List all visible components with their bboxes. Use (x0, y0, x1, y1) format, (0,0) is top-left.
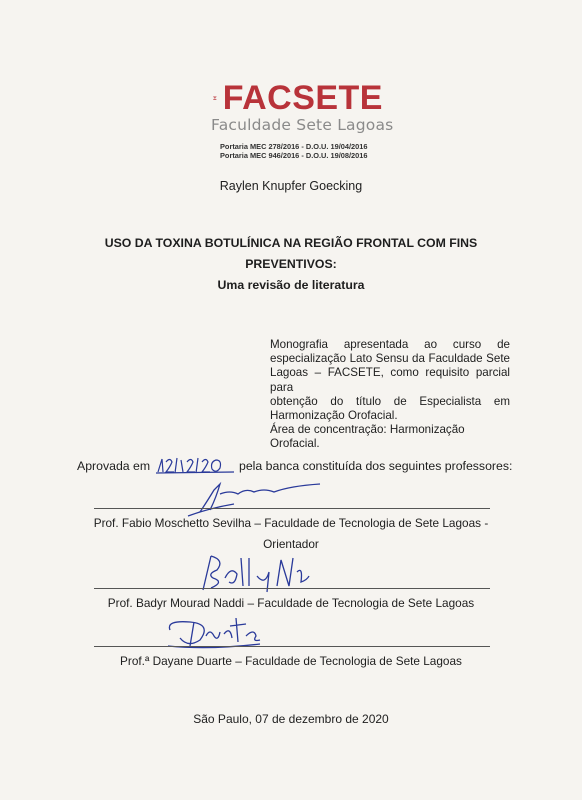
thesis-subtitle: Uma revisão de literatura (217, 278, 365, 292)
description-line: Harmonização Orofacial. (270, 409, 398, 423)
approval-prefix: Aprovada em (77, 459, 151, 473)
portaria-line-2: Portaria MEC 946/2016 - D.O.U. 19/08/2016 (220, 151, 368, 160)
description-line: obtenção do título de Especialista em (270, 394, 510, 408)
signature-line (94, 588, 490, 589)
description-line: especialização Lato Sensu da Faculdade Sete (270, 352, 510, 366)
signature-line (94, 646, 490, 647)
thesis-title-line-2: PREVENTIVOS: (245, 257, 337, 271)
facsete-emblem-icon (213, 83, 217, 113)
approval-statement (77, 456, 512, 474)
professor-1-name: Prof. Fabio Moschetto Sevilha – Faculdade de Tecnologia de Sete Lagoas - (93, 516, 489, 530)
logo-name: FACSETE (222, 79, 383, 117)
concentration-area: Área de concentração: Harmonização Orofacial. (270, 423, 465, 451)
description-line: Monografia apresentada ao curso de (270, 338, 510, 351)
city-date: São Paulo, 07 de dezembro de 2020 (193, 712, 389, 726)
logo-subtitle: Faculdade Sete Lagoas (211, 116, 394, 134)
monograph-description (270, 338, 510, 452)
handwritten-date (154, 456, 236, 474)
professor-1-role: Orientador (263, 537, 319, 551)
professor-3-name: Prof.ª Dayane Duarte – Faculdade de Tecnologia de Sete Lagoas (120, 654, 462, 668)
portaria-line-1: Portaria MEC 278/2016 - D.O.U. 19/04/2016 (220, 142, 368, 151)
thesis-title-line-1: USO DA TOXINA BOTULÍNICA NA REGIÃO FRONTAL COM FINS (104, 236, 478, 250)
professor-2-name: Prof. Badyr Mourad Naddi – Faculdade de Tecnologia de Sete Lagoas (107, 596, 475, 610)
approval-date (154, 456, 236, 474)
facsete-logo (211, 79, 394, 134)
signature-fabio-sevilha (150, 480, 330, 520)
approval-suffix: pela banca constituída dos seguintes professores: (238, 459, 513, 473)
signature-line (94, 508, 490, 509)
description-line: Lagoas – FACSETE, como requisito parcial para (270, 366, 510, 394)
author-name: Raylen Knupfer Goecking (219, 179, 363, 193)
